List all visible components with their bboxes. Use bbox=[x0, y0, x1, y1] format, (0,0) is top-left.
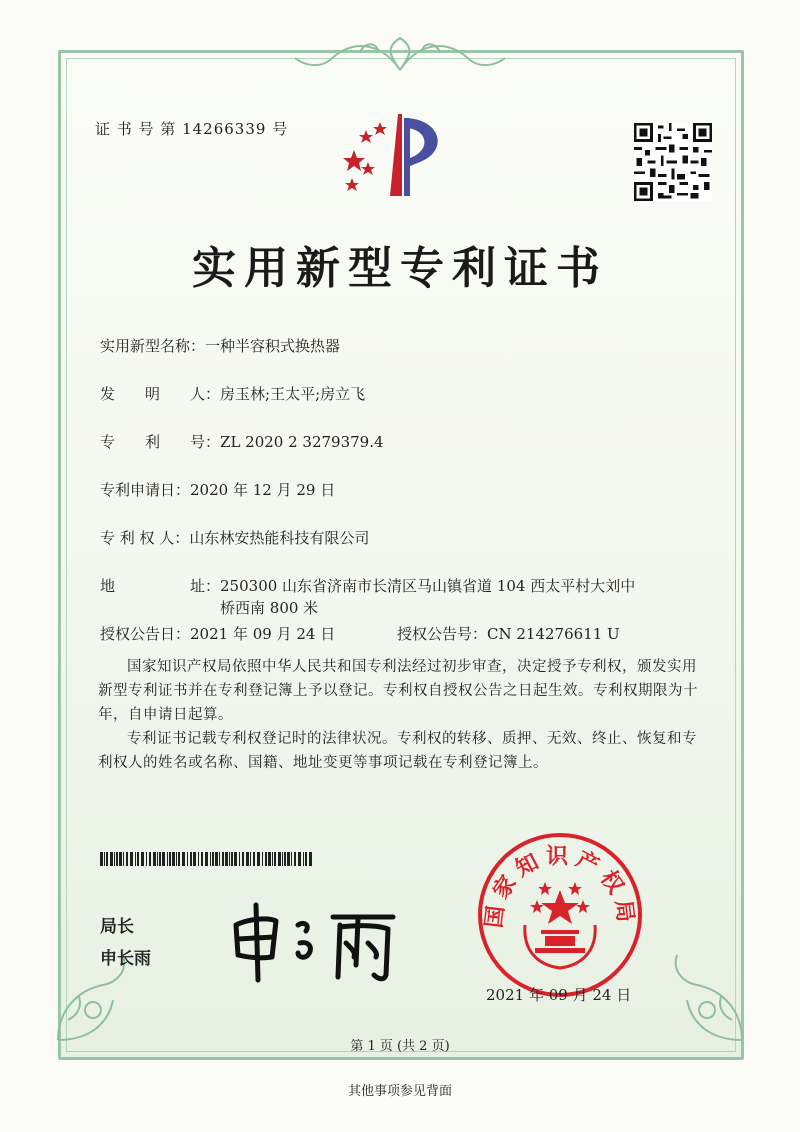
corner-ornament-right bbox=[662, 940, 752, 1050]
legal-status-paragraph: 专利证书记载专利权登记时的法律状况。专利权的转移、质押、无效、终止、恢复和专利权人的姓名或名称、国籍、地址变更等事项记载在专利登记簿上。 bbox=[98, 731, 697, 771]
utility-name-value: 一种半容积式换热器 bbox=[205, 337, 341, 355]
filing-date-value: 2020 年 12 月 29 日 bbox=[190, 481, 336, 499]
address-label: 地 址： bbox=[100, 577, 221, 595]
seal-text: 国家知识产权局 bbox=[480, 843, 640, 930]
inventor-field bbox=[100, 383, 365, 404]
patent-number-value: ZL 2020 2 3279379.4 bbox=[220, 433, 384, 451]
barcode bbox=[100, 852, 314, 866]
grant-number-field bbox=[397, 623, 620, 644]
director-name: 申长雨 bbox=[100, 949, 151, 969]
director-signature bbox=[228, 895, 403, 985]
grant-number-label: 授权公告号： bbox=[397, 625, 488, 643]
patent-number-field bbox=[100, 431, 384, 452]
footer-note: 其他事项参见背面 bbox=[347, 1084, 452, 1099]
filing-date-field bbox=[100, 479, 335, 500]
official-seal bbox=[475, 830, 645, 1000]
address-field bbox=[100, 575, 640, 619]
patent-number-label: 专 利 号： bbox=[100, 433, 221, 451]
director-title: 局长 bbox=[100, 917, 134, 937]
patentee-value: 山东林安热能科技有限公司 bbox=[189, 529, 370, 547]
inventor-label: 发 明 人： bbox=[100, 385, 221, 403]
page-indicator: 第 1 页 (共 2 页) bbox=[350, 1039, 450, 1054]
grant-number-value: CN 214276611 U bbox=[487, 625, 620, 643]
inventor-value: 房玉林;王太平;房立飞 bbox=[220, 385, 366, 403]
qr-code bbox=[634, 123, 712, 201]
address-value: 250300 山东省济南市长清区马山镇省道 104 西太平村大刘中桥西南 800 米 bbox=[220, 577, 636, 617]
utility-name-label: 实用新型名称： bbox=[100, 337, 206, 355]
certificate-number: 证 书 号 第 14266339 号 bbox=[95, 120, 289, 138]
certificate-title: 实用新型专利证书 bbox=[192, 243, 608, 294]
patentee-field bbox=[100, 527, 369, 548]
grant-date-value: 2021 年 09 月 24 日 bbox=[190, 625, 336, 643]
top-ornament bbox=[290, 30, 510, 80]
utility-name-field bbox=[100, 335, 340, 356]
grant-date-field bbox=[100, 623, 335, 644]
patentee-label: 专 利 权 人： bbox=[100, 529, 190, 547]
grant-statement-paragraph: 国家知识产权局依照中华人民共和国专利法经过初步审查，决定授予专利权，颁发实用新型专利证书并在专利登记簿上予以登记。专利权自授权公告之日起生效。专利权期限为十年，自申请日起算。 bbox=[98, 659, 698, 723]
filing-date-label: 专利申请日： bbox=[100, 481, 191, 499]
cnipa-emblem-icon bbox=[340, 110, 460, 200]
issue-date: 2021 年 09 月 24 日 bbox=[486, 986, 632, 1004]
grant-date-label: 授权公告日： bbox=[100, 625, 191, 643]
